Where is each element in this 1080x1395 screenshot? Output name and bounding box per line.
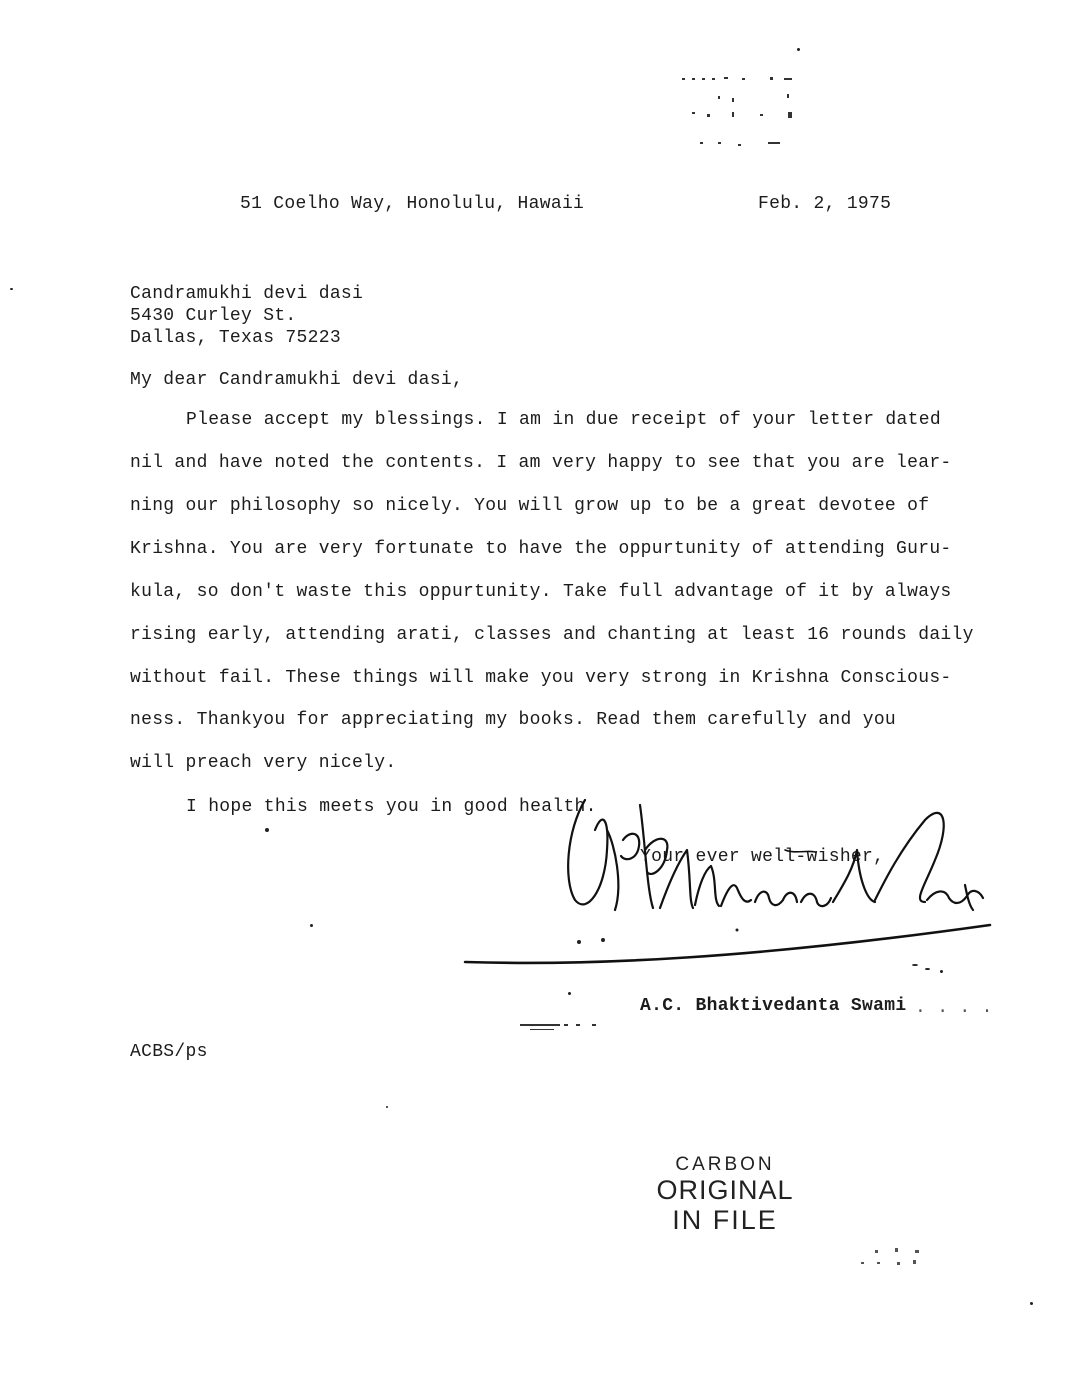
ink-speck — [386, 1106, 388, 1108]
stamp-line-carbon: CARBON — [675, 1154, 775, 1175]
ink-speck — [10, 288, 13, 290]
ink-speck — [912, 964, 918, 966]
carbon-smudge-marks — [855, 1244, 935, 1274]
stamp-line-original: ORIGINAL — [656, 1174, 794, 1205]
salutation: My dear Candramukhi devi dasi, — [130, 370, 464, 390]
ink-speck — [265, 828, 269, 832]
signer-name: A.C. Bhaktivedanta Swami — [640, 996, 907, 1016]
body-line: Krishna. You are very fortunate to have the oppurtunity of attending Guru- — [130, 539, 952, 559]
carbon-smudge-marks — [520, 1020, 610, 1034]
recipient-name: Candramukhi devi dasi — [130, 284, 364, 304]
body-line: ning our philosophy so nicely. You will grow up to be a great devotee of — [130, 496, 930, 516]
body-line: ness. Thankyou for appreciating my books. Read them carefully and you — [130, 710, 897, 730]
trailing-dots: . . . . — [915, 998, 993, 1018]
letter-date: Feb. 2, 1975 — [758, 194, 892, 214]
reference-initials: ACBS/ps — [130, 1042, 208, 1062]
body-line: will preach very nicely. — [130, 753, 397, 773]
body-line: nil and have noted the contents. I am very happy to see that you are lear- — [130, 453, 952, 473]
stamp-line-in-file: IN FILE — [672, 1204, 778, 1235]
ink-speck — [925, 968, 930, 970]
body-line: rising early, attending arati, classes and chanting at least 16 rounds daily — [130, 625, 974, 645]
ink-speck — [797, 48, 800, 51]
carbon-original-stamp — [630, 1155, 820, 1235]
ink-speck — [940, 970, 943, 973]
carbon-smudge-marks — [680, 72, 810, 152]
ink-speck — [568, 992, 571, 995]
valediction: Your ever well-wisher, — [640, 847, 885, 867]
body-line: kula, so don't waste this oppurtunity. Take full advantage of it by always — [130, 582, 952, 602]
recipient-city: Dallas, Texas 75223 — [130, 328, 341, 348]
recipient-street: 5430 Curley St. — [130, 306, 297, 326]
body-line: without fail. These things will make you very strong in Krishna Conscious- — [130, 668, 952, 688]
ink-speck — [1030, 1302, 1033, 1305]
handwritten-signature — [455, 790, 1000, 975]
body-line: Please accept my blessings. I am in due receipt of your letter dated — [186, 410, 941, 430]
sender-address: 51 Coelho Way, Honolulu, Hawaii — [240, 194, 585, 214]
ink-speck — [310, 924, 313, 927]
closing-line: I hope this meets you in good health. — [186, 797, 597, 817]
